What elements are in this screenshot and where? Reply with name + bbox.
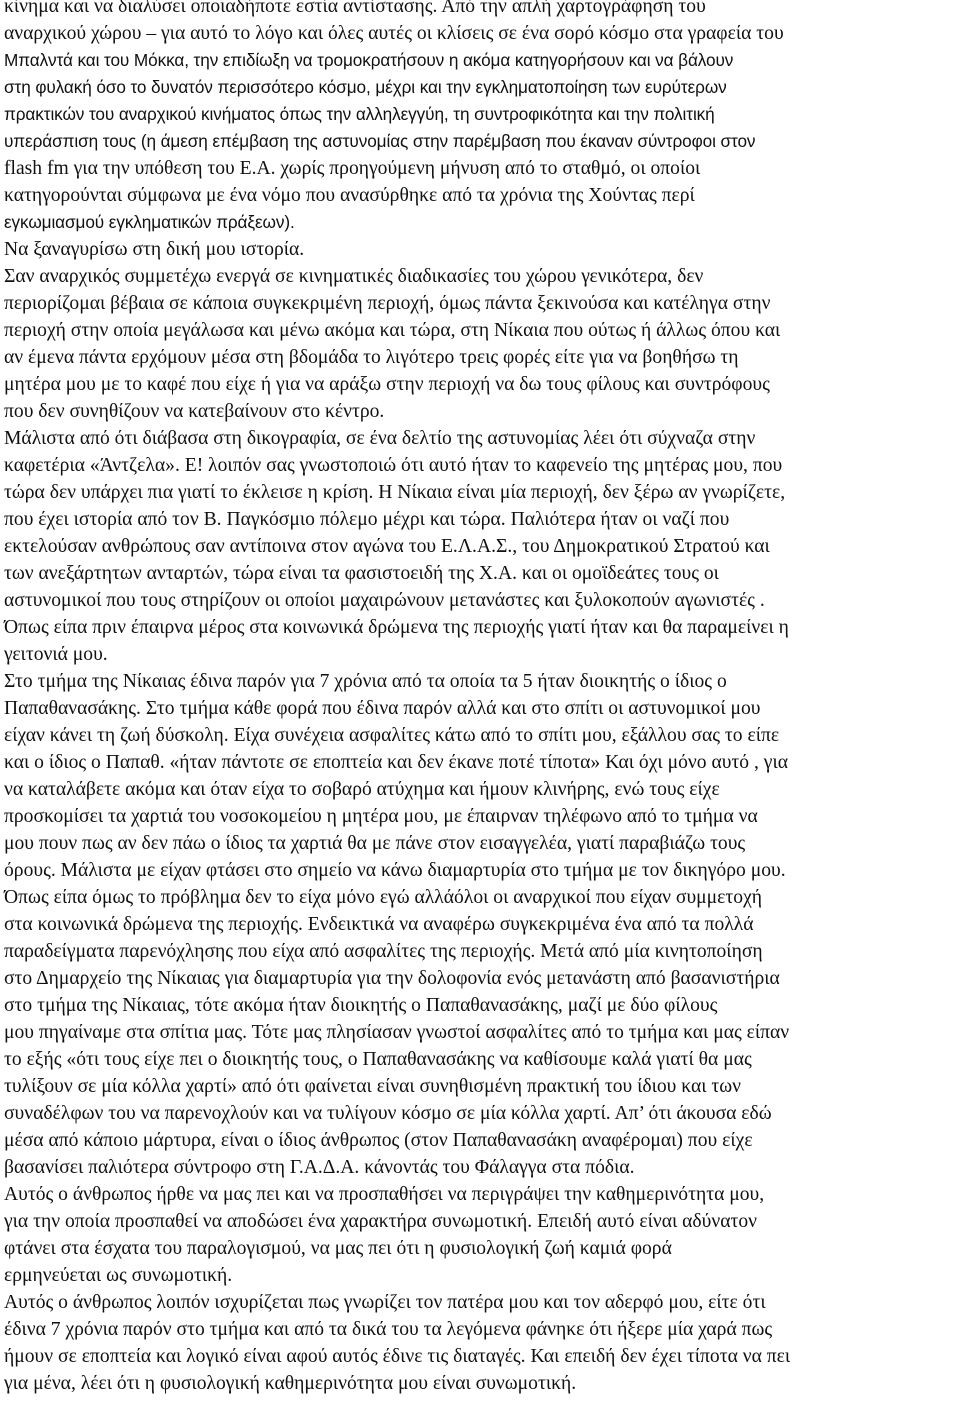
text-line: για την οποία προσπαθεί να αποδώσει ένα χαρακτήρα συνωμοτική. Επειδή αυτό είναι αδύνατον: [4, 1211, 758, 1232]
text-line: στη φυλακή όσο το δυνατόν περισσότερο κόσμο, μέχρι και την εγκληματοποίηση των ευρύτερων: [4, 77, 727, 97]
text-line: καφετέρια «Άντζελα». Ε! λοιπόν σας γνωστοποιώ ότι αυτό ήταν το καφενείο της μητέρας μου, που: [4, 455, 783, 476]
text-line: ερμηνεύεται ως συνωμοτική.: [4, 1265, 233, 1286]
text-line: Αυτός ο άνθρωπος ήρθε να μας πει και να προσπαθήσει να περιγράψει την καθημερινότητα μου,: [4, 1184, 765, 1205]
document-page: [4, 0, 954, 1397]
text-line: Στο τμήμα της Νίκαιας έδινα παρόν για 7 χρόνια από τα οποία τα 5 ήταν διοικητής ο ίδιος ο: [4, 671, 727, 692]
text-line: στα κοινωνικά δρώμενα της περιοχής. Ενδεικτικά να αναφέρω συγκεκριμένα ένα από τα πολλά: [4, 914, 754, 935]
text-line: προσκομίσει τα χαρτιά του νοσοκομείου η μητέρα μου, με έπαιρναν τηλέφωνο από το τμήμα να: [4, 806, 758, 827]
text-line: Παπαθανασάκης. Στο τμήμα κάθε φορά που έδινα παρόν αλλά και στο σπίτι οι αστυνομικοί μου: [4, 698, 761, 719]
text-line: Να ξαναγυρίσω στη δική μου ιστορία.: [4, 239, 305, 260]
text-line: Όπως είπα πριν έπαιρνα μέρος στα κοινωνικά δρώμενα της περιοχής γιατί ήταν και θα παραμείνει η: [4, 617, 789, 638]
text-line: και ο ίδιος ο Παπαθ. «ήταν πάντοτε σε επoπτεία και δεν έκανε ποτέ τίποτα» Και όχι μόνο αυτό , για: [4, 752, 788, 773]
text-line: είχαν κάνει τη ζωή δύσκολη. Είχα συνέχεια ασφαλίτες κάτω από το σπίτι μου, εξάλλου σας το είπε: [4, 725, 780, 746]
text-line: Αυτός ο άνθρωπος λοιπόν ισχυρίζεται πως γνωρίζει τον πατέρα μου και τον αδερφό μου, είτε ότι: [4, 1292, 766, 1313]
text-line: πρακτικών του αναρχικού κινήματος όπως την αλληλεγγύη, τη συντροφικότητα και την πολιτική: [4, 104, 715, 124]
text-line: παραδείγματα παρενόχλησης που είχα από ασφαλίτες της περιοχής. Μετά από μία κινητοποίηση: [4, 941, 763, 962]
text-line: υπεράσπιση τους (η άμεση επέμβαση της αστυνομίας στην παρέμβαση που έκαναν σύντροφοι στον: [4, 131, 756, 151]
text-line: Μπαλντά και του Μόκκα, την επιδίωξη να τρομοκρατήσουν η ακόμα κατηγορήσουν και να βάλουν: [4, 50, 734, 70]
text-line: Σαν αναρχικός συμμετέχω ενεργά σε κινηματικές διαδικασίες του χώρου γενικότερα, δεν: [4, 266, 704, 287]
text-line: μητέρα μου με το καφέ που είχε ή για να αράξω στην περιοχή να δω τους φίλους και συντρόφους: [4, 374, 770, 395]
text-line: εγκωμιασμού εγκληματικών πράξεων).: [4, 212, 295, 232]
text-line: στο τμήμα της Νίκαιας, τότε ακόμα ήταν διοικητής ο Παπαθανασάκης, μαζί με δύο φίλους: [4, 995, 718, 1016]
text-line: για μένα, λέει ότι η φυσιολογική καθημερινότητα μου είναι συνωμοτική.: [4, 1373, 577, 1394]
text-line: το εξής «ότι τους είχε πει ο διοικητής τους, ο Παπαθανασάκης να καθίσουμε καλά γιατί θα μας: [4, 1049, 752, 1070]
text-line: Μάλιστα από ότι διάβασα στη δικογραφία, σε ένα δελτίο της αστυνομίας λέει ότι σύχναζα στην: [4, 428, 756, 449]
text-line: μέσα από κάποιο μάρτυρα, είναι ο ίδιος άνθρωπος (στον Παπαθανασάκη αναφέρομαι) που είχε: [4, 1130, 753, 1151]
text-line: ήμουν σε εποπτεία και λογικό είναι αφού αυτός έδινε τις διαταγές. Και επειδή δεν έχει τίποτα να πει: [4, 1346, 791, 1367]
text-line: που έχει ιστορία από τον Β. Παγκόσμιο πόλεμο μέχρι και τώρα. Παλιότερα ήταν οι ναζί που: [4, 509, 730, 530]
text-line: των ανεξάρτητων ανταρτών, τώρα είναι τα φασιστοειδή της Χ.Α. και οι ομοϊδεάτες τους οι: [4, 563, 719, 584]
text-line: φτάνει στα έσχατα του παραλογισμού, να μας πει ότι η φυσιολογική ζωή καμιά φορά: [4, 1238, 672, 1259]
text-line: τώρα δεν υπάρχει πια γιατί το έκλεισε η κρίση. Η Νίκαια είναι μία περιοχή, δεν ξέρω αν γνωρίζετε,: [4, 482, 786, 503]
text-line: να καταλάβετε ακόμα και όταν είχα το σοβαρό ατύχημα και ήμουν κλινήρης, ενώ τους είχε: [4, 779, 720, 800]
text-line: στο Δημαρχείο της Νίκαιας για διαμαρτυρία για την δολοφονία ενός μετανάστη από βασανιστήρια: [4, 968, 780, 989]
text-line: Όπως είπα όμως το πρόβλημα δεν το είχα μόνο εγώ αλλάόλοι οι αναρχικοί που είχαν συμμετοχή: [4, 887, 763, 908]
text-line: που δεν συνηθίζουν να κατεβαίνουν στο κέντρο.: [4, 401, 385, 422]
text-line: περιοχή στην οποία μεγάλωσα και μένω ακόμα και τώρα, στη Νίκαια που ούτως ή άλλως όπου και: [4, 320, 781, 341]
text-line: αστυνομικοί που τους στηρίζουν οι οποίοι μαχαιρώνουν μετανάστες και ξυλοκοπούν αγωνιστές .: [4, 590, 765, 611]
text-line: αναρχικού χώρου – για αυτό το λόγο και όλες αυτές οι κλίσεις σε ένα σορό κόσμο στα γραφεία του: [4, 23, 784, 44]
text-line: γειτονιά μου.: [4, 644, 108, 665]
text-line: όρους. Μάλιστα με είχαν φτάσει στο σημείο να κάνω διαμαρτυρία στο τμήμα με τον δικηγόρο μου.: [4, 860, 786, 881]
text-line: έδινα 7 χρόνια παρόν στο τμήμα και από τα δικά του τα λεγόμενα φάνηκε ότι ήξερε μία χαρά πως: [4, 1319, 773, 1340]
text-line: βασανίσει παλιότερα σύντροφο στη Γ.Α.Δ.Α. κάνοντάς του Φάλαγγα στα πόδια.: [4, 1157, 635, 1178]
text-line: εκτελούσαν ανθρώπους σαν αντίποινα στον αγώνα του Ε.Λ.Α.Σ., του Δημοκρατικού Στρατού και: [4, 536, 770, 557]
text-line: κατηγορούνται σύμφωνα με ένα νόμο που ανασύρθηκε από τα χρόνια της Χούντας περί: [4, 185, 695, 206]
text-line: κίνημα και να διαλύσει οποιαδήποτε εστία αντίστασης. Από την απλή χαρτογράφηση του: [4, 0, 706, 17]
text-line: flash fm για την υπόθεση του Ε.Α. χωρίς προηγούμενη μήνυση από το σταθμό, οι οποίοι: [4, 158, 701, 179]
text-line: αν έμενα πάντα ερχόμουν μέσα στη βδομάδα το λιγότερο τρεις φορές είτε για να βοηθήσω τη: [4, 347, 739, 368]
text-line: συναδέλφων του να παρενοχλούν και να τυλίγουν κόσμο σε μία κόλλα χαρτί. Απ’ ότι άκουσα εδώ: [4, 1103, 772, 1124]
text-line: περιορίζομαι βέβαια σε κάποια συγκεκριμένη περιοχή, όμως πάντα ξεκινούσα και κατέληγα στην: [4, 293, 771, 314]
text-line: τυλίξουν σε μία κόλλα χαρτί» από ότι φαίνεται είναι συνηθισμένη πρακτική του ίδιου και των: [4, 1076, 742, 1097]
text-line: μου πηγαίναμε στα σπίτια μας. Τότε μας πλησίασαν γνωστοί ασφαλίτες από το τμήμα και μας είπαν: [4, 1022, 790, 1043]
text-line: μου πουν πως αν δεν πάω ο ίδιος τα χαρτιά θα με πάνε στον εισαγγελέα, γιατί παραβιάζω τους: [4, 833, 746, 854]
